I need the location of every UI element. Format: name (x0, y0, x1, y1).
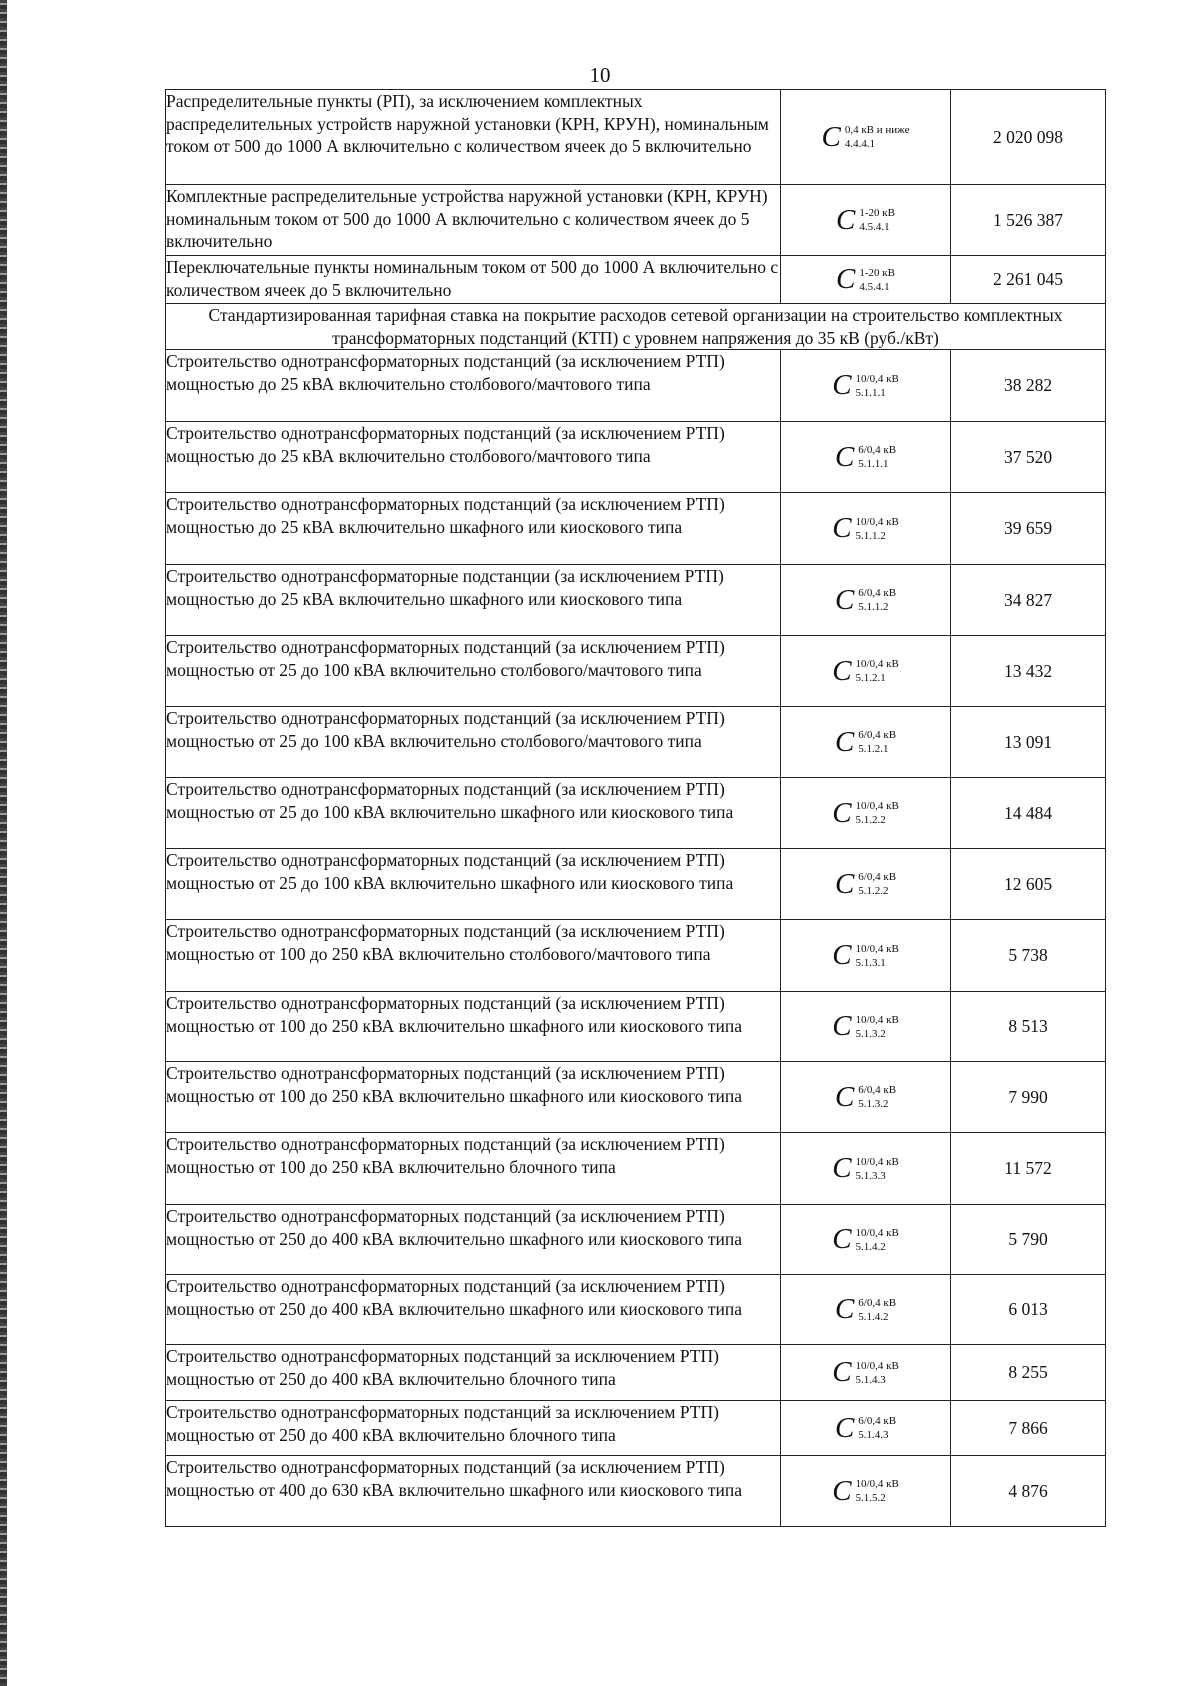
rate-symbol-cell (781, 565, 951, 636)
rate-code-subscript: 5.1.1.2 (858, 601, 889, 613)
rate-code-subscript: 5.1.3.3 (855, 1169, 886, 1182)
row-description: Строительство однотрансформаторных подстанций (за исключением РТП) мощностью от 25 до 100 кВА включительно столбового/мачтового типа (166, 636, 781, 707)
rate-code-subscript: 5.1.3.2 (855, 1027, 886, 1040)
page-number: 10 (589, 63, 611, 87)
rate-symbol-letter: C (832, 939, 852, 971)
table-row (166, 992, 1106, 1062)
rate-symbol-indices (858, 870, 896, 898)
rate-symbol-cell (781, 1062, 951, 1133)
rate-code-subscript: 4.4.4.1 (844, 138, 876, 150)
rate-symbol-indices (856, 1155, 899, 1183)
rate-voltage-superscript: 1-20 кВ (859, 266, 895, 279)
rate-symbol-indices (845, 123, 910, 151)
rate-symbol-indices (856, 657, 899, 685)
row-description: Строительство однотрансформаторных подстанций (за исключением РТП) мощностью от 100 до 250 кВА включительно шкафного или киоскового типа (166, 1062, 781, 1133)
table-row (166, 1275, 1106, 1345)
rate-symbol-indices (856, 1359, 899, 1387)
rate-voltage-superscript: 6/0,4 кВ (858, 444, 897, 456)
rate-symbol (832, 1358, 899, 1387)
rate-symbol-indices (856, 372, 899, 400)
row-description: Строительство однотрансформаторных подстанций (за исключением РТП) мощностью от 100 до 250 кВА включительно столбового/мачтового типа (166, 920, 781, 992)
rate-code-subscript: 5.1.2.2 (855, 814, 886, 826)
rate-symbol (832, 371, 899, 400)
rate-symbol-cell (781, 350, 951, 422)
rate-symbol (832, 1012, 899, 1041)
rate-symbol-cell (781, 90, 951, 185)
rate-symbol-cell (781, 1345, 951, 1401)
rate-symbol-letter: C (832, 512, 852, 544)
rate-voltage-superscript: 10/0,4 кВ (855, 942, 899, 955)
rate-symbol-cell (781, 636, 951, 707)
table-row (166, 422, 1106, 493)
rate-symbol (835, 1295, 896, 1324)
rate-code-subscript: 5.1.4.3 (855, 1373, 886, 1386)
rate-voltage-superscript: 6/0,4 кВ (858, 1084, 897, 1096)
row-description: Строительство однотрансформаторных подстанций (за исключением РТП) мощностью от 250 до 400 кВА включительно шкафного или киоскового типа (166, 1275, 781, 1345)
rate-symbol-letter: C (832, 1474, 852, 1507)
rate-code-subscript: 5.1.4.2 (858, 1310, 889, 1323)
rate-symbol-letter: C (832, 1152, 852, 1184)
rate-code-subscript: 5.1.4.2 (855, 1240, 886, 1253)
table-row (166, 849, 1106, 920)
rate-value: 1 526 387 (951, 185, 1106, 256)
rate-symbol (832, 1154, 899, 1183)
rate-voltage-superscript: 6/0,4 кВ (858, 729, 897, 741)
rate-code-subscript: 5.1.1.1 (855, 386, 886, 399)
rate-symbol-cell (781, 256, 951, 304)
row-description: Переключательные пункты номинальным током от 500 до 1000 А включительно с количеством ячеек до 5 включительно (166, 256, 781, 304)
table-row (166, 1401, 1106, 1456)
rate-symbol (834, 583, 897, 616)
rate-symbol-letter: C (832, 1223, 852, 1255)
table-row (166, 1205, 1106, 1275)
rate-symbol (832, 1225, 899, 1254)
rate-symbol-indices (859, 206, 895, 234)
rate-value: 13 432 (951, 636, 1106, 707)
row-description: Строительство однотрансформаторных подстанций (за исключением РТП) мощностью от 25 до 100 кВА включительно столбового/мачтового типа (166, 707, 781, 778)
rate-symbol-letter: C (834, 1293, 855, 1325)
table-row (166, 636, 1106, 707)
rate-voltage-superscript: 10/0,4 кВ (855, 800, 899, 812)
rate-code-subscript: 5.1.2.1 (858, 743, 889, 755)
rate-code-subscript: 5.1.2.1 (855, 672, 886, 684)
table-body-ktp (166, 350, 1106, 1527)
rate-symbol-indices (858, 1414, 896, 1442)
rate-symbol-cell (781, 1133, 951, 1205)
rate-value: 13 091 (951, 707, 1106, 778)
rate-symbol-cell (781, 1401, 951, 1456)
rate-symbol-letter: C (834, 583, 855, 616)
rate-code-subscript: 5.1.2.2 (858, 885, 889, 897)
rate-value: 5 738 (951, 920, 1106, 992)
rate-code-subscript: 5.1.5.2 (855, 1492, 886, 1504)
rate-code-subscript: 5.1.3.2 (858, 1098, 889, 1110)
row-description: Строительство однотрансформаторных подстанций (за исключением РТП) мощностью от 25 до 100 кВА включительно шкафного или киоскового типа (166, 849, 781, 920)
rate-symbol-indices (856, 1226, 899, 1254)
rate-symbol (832, 796, 899, 829)
table-body-section-heading (166, 304, 1106, 350)
row-description: Строительство однотрансформаторные подстанции (за исключением РТП) мощностью до 25 кВА включительно шкафного или киоскового типа (166, 565, 781, 636)
rate-symbol-indices (858, 586, 896, 614)
rate-code-subscript: 5.1.4.3 (858, 1429, 889, 1441)
table-row (166, 350, 1106, 422)
table-row (166, 1062, 1106, 1133)
rate-symbol-indices (856, 942, 899, 970)
rate-value: 14 484 (951, 778, 1106, 849)
rate-symbol-indices (858, 1083, 896, 1111)
rate-symbol-letter: C (832, 369, 852, 401)
table-row (166, 920, 1106, 992)
rate-voltage-superscript: 10/0,4 кВ (855, 515, 899, 528)
rate-value: 38 282 (951, 350, 1106, 422)
rate-value: 39 659 (951, 493, 1106, 565)
table-row (166, 1133, 1106, 1205)
rate-symbol-cell (781, 1456, 951, 1527)
rate-symbol-indices (858, 728, 896, 756)
rate-symbol-indices (858, 443, 896, 471)
rate-symbol-cell (781, 992, 951, 1062)
rate-symbol-cell (781, 185, 951, 256)
rate-symbol (834, 867, 897, 900)
rate-symbol-letter: C (832, 654, 852, 687)
row-description: Строительство однотрансформаторных подстанций (за исключением РТП) мощностью от 100 до 250 кВА включительно блочного типа (166, 1133, 781, 1205)
row-description: Строительство однотрансформаторных подстанций (за исключением РТП) мощностью до 25 кВА включительно столбового/мачтового типа (166, 422, 781, 493)
rate-value: 2 020 098 (951, 90, 1106, 185)
row-description: Строительство однотрансформаторных подстанций (за исключением РТП) мощностью от 400 до 630 кВА включительно шкафного или киоскового типа (166, 1456, 781, 1527)
rate-symbol-letter: C (832, 1356, 852, 1388)
rate-value: 34 827 (951, 565, 1106, 636)
rate-code-subscript: 4.5.4.1 (859, 221, 890, 233)
rate-symbol-letter: C (832, 1010, 852, 1042)
table-row (166, 778, 1106, 849)
rate-symbol (832, 514, 899, 543)
row-description: Строительство однотрансформаторных подстанций за исключением РТП) мощностью от 250 до 400 кВА включительно блочного типа (166, 1401, 781, 1456)
rate-value: 4 876 (951, 1456, 1106, 1527)
rate-value: 6 013 (951, 1275, 1106, 1345)
rate-symbol-cell (781, 1275, 951, 1345)
rate-value: 8 255 (951, 1345, 1106, 1401)
section-heading-row (166, 304, 1106, 350)
rate-symbol-letter: C (834, 725, 855, 758)
rate-symbol-indices (856, 515, 899, 543)
rate-voltage-superscript: 10/0,4 кВ (855, 1478, 899, 1490)
table-row (166, 493, 1106, 565)
rate-voltage-superscript: 10/0,4 кВ (855, 1226, 899, 1239)
rate-voltage-superscript: 6/0,4 кВ (858, 587, 897, 599)
rate-symbol-indices (858, 1296, 896, 1324)
table-row (166, 707, 1106, 778)
rate-value: 7 866 (951, 1401, 1106, 1456)
row-description: Строительство однотрансформаторных подстанций (за исключением РТП) мощностью от 250 до 400 кВА включительно шкафного или киоскового типа (166, 1205, 781, 1275)
rate-value: 37 520 (951, 422, 1106, 493)
rate-voltage-superscript: 10/0,4 кВ (855, 658, 899, 670)
row-description: Распределительные пункты (РП), за исключением комплектных распределительных устройств наружной установки (КРН, КРУН), номинальным током от 500 до 1000 А включительно с количеством ячеек до 5 включительно (166, 90, 781, 185)
rate-symbol (834, 1411, 897, 1444)
rate-symbol-indices (856, 1013, 899, 1041)
table-body-distribution (166, 90, 1106, 304)
table-row (166, 256, 1106, 304)
rate-voltage-superscript: 10/0,4 кВ (855, 1013, 899, 1026)
rate-symbol-cell (781, 778, 951, 849)
table-row (166, 565, 1106, 636)
rate-code-subscript: 5.1.1.1 (858, 458, 889, 470)
rate-symbol (832, 654, 899, 687)
rate-symbol-cell (781, 422, 951, 493)
rate-symbol-cell (781, 920, 951, 992)
rate-symbol (821, 120, 910, 153)
rate-symbol-letter: C (832, 796, 852, 829)
rate-symbol (832, 1474, 899, 1507)
rate-symbol-indices (856, 1477, 899, 1505)
rate-symbol-letter: C (834, 867, 855, 900)
row-description: Строительство однотрансформаторных подстанций (за исключением РТП) мощностью от 25 до 100 кВА включительно шкафного или киоскового типа (166, 778, 781, 849)
rate-voltage-superscript: 10/0,4 кВ (855, 1359, 899, 1372)
rate-code-subscript: 4.5.4.1 (859, 280, 890, 293)
rate-value: 8 513 (951, 992, 1106, 1062)
rate-symbol-cell (781, 707, 951, 778)
row-description: Строительство однотрансформаторных подстанций за исключением РТП) мощностью от 250 до 400 кВА включительно блочного типа (166, 1345, 781, 1401)
rate-value: 7 990 (951, 1062, 1106, 1133)
rate-voltage-superscript: 6/0,4 кВ (858, 871, 897, 883)
table-row (166, 1456, 1106, 1527)
row-description: Строительство однотрансформаторных подстанций (за исключением РТП) мощностью до 25 кВА включительно шкафного или киоскового типа (166, 493, 781, 565)
scan-edge (0, 0, 7, 1686)
rate-voltage-superscript: 10/0,4 кВ (855, 372, 899, 385)
rate-symbol-letter: C (836, 263, 856, 295)
rate-symbol-letter: C (836, 203, 856, 236)
row-description: Строительство однотрансформаторных подстанций (за исключением РТП) мощностью от 100 до 250 кВА включительно шкафного или киоскового типа (166, 992, 781, 1062)
rate-symbol-letter: C (834, 440, 855, 473)
rate-value: 12 605 (951, 849, 1106, 920)
rate-code-subscript: 5.1.1.2 (855, 529, 886, 542)
table-row (166, 185, 1106, 256)
rate-value: 5 790 (951, 1205, 1106, 1275)
rate-symbol-letter: C (834, 1411, 855, 1444)
tariff-table (165, 89, 1106, 1527)
rate-symbol-cell (781, 493, 951, 565)
rate-symbol (836, 203, 895, 236)
rate-voltage-superscript: 6/0,4 кВ (858, 1415, 897, 1427)
rate-symbol (836, 265, 895, 294)
rate-symbol-indices (859, 266, 895, 294)
rate-symbol-letter: C (834, 1080, 855, 1113)
rate-voltage-superscript: 1-20 кВ (859, 207, 895, 219)
rate-voltage-superscript: 6/0,4 кВ (858, 1296, 897, 1309)
row-description: Строительство однотрансформаторных подстанций (за исключением РТП) мощностью до 25 кВА включительно столбового/мачтового типа (166, 350, 781, 422)
rate-value: 11 572 (951, 1133, 1106, 1205)
rate-symbol-indices (856, 799, 899, 827)
rate-symbol-cell (781, 849, 951, 920)
rate-symbol (832, 941, 899, 970)
rate-voltage-superscript: 10/0,4 кВ (855, 1155, 899, 1168)
row-description: Комплектные распределительные устройства наружной установки (КРН, КРУН) номинальным током от 500 до 1000 А включительно с количеством ячеек до 5 включительно (166, 185, 781, 256)
rate-symbol-letter: C (821, 120, 841, 153)
rate-symbol-cell (781, 1205, 951, 1275)
rate-symbol (834, 440, 897, 473)
rate-symbol (834, 725, 897, 758)
rate-value: 2 261 045 (951, 256, 1106, 304)
rate-voltage-superscript: 0,4 кВ и ниже (844, 124, 910, 136)
rate-code-subscript: 5.1.3.1 (855, 956, 886, 969)
table-row (166, 90, 1106, 185)
table-row (166, 1345, 1106, 1401)
section-heading: Стандартизированная тарифная ставка на покрытие расходов сетевой организации на строительство комплектных трансформаторных подстанций (КТП) с уровнем напряжения до 35 кВ (руб./кВт) (166, 304, 1106, 350)
rate-symbol (834, 1080, 897, 1113)
